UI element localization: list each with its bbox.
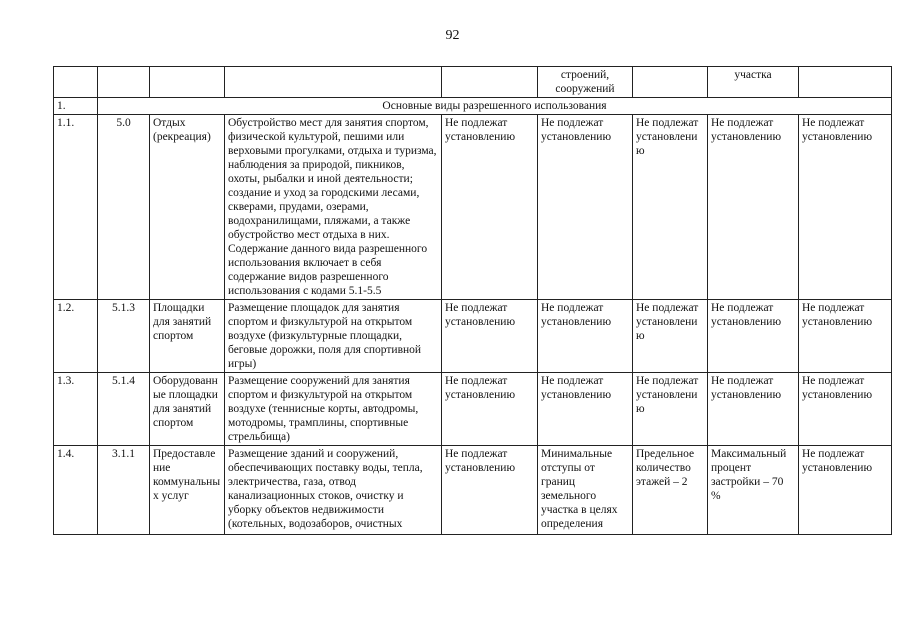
row-cell: Не подлежат установлению bbox=[538, 373, 633, 446]
section-number: 1. bbox=[54, 98, 98, 115]
row-cell: Не подлежат установлению bbox=[538, 115, 633, 300]
row-cell: Не подлежат установлению bbox=[442, 446, 538, 535]
row-description: Размещение площадок для занятия спортом и физкультурой на открытом воздухе (физкультурные площадки, беговые дорожки, поля для спортивной игры) bbox=[225, 300, 442, 373]
row-code: 3.1.1 bbox=[98, 446, 150, 535]
header-cell bbox=[633, 67, 708, 98]
row-cell: Не подлежат установлению bbox=[799, 373, 892, 446]
header-cell: строений, сооружений bbox=[538, 67, 633, 98]
row-number: 1.2. bbox=[54, 300, 98, 373]
row-cell: Не подлежат установлению bbox=[799, 300, 892, 373]
row-cell: Максимальный процент застройки – 70 % bbox=[708, 446, 799, 535]
row-code: 5.0 bbox=[98, 115, 150, 300]
row-code: 5.1.3 bbox=[98, 300, 150, 373]
table-row bbox=[54, 373, 892, 446]
page-number: 92 bbox=[445, 28, 460, 43]
table-row bbox=[54, 115, 892, 300]
row-cell bbox=[538, 446, 633, 535]
section-title: Основные виды разрешенного использования bbox=[98, 98, 892, 115]
row-cell: Не подлежат установлению bbox=[799, 446, 892, 535]
header-cell bbox=[150, 67, 225, 98]
row-cell: Не подлежат установлению bbox=[633, 373, 708, 446]
row-description: Обустройство мест для занятия спортом, физической культурой, пешими или верховыми прогулками, отдыха и туризма, наблюдения за природой, пикников, охоты, рыбалки и иной деятельности; создание и уход за городскими лесами, скверами, прудами, озерами, водохранилищами, пляжами, а также обустройство мест отдыха в них. Содержание данного вида разрешенного использования включает в себя содержание видов разрешенного использования с кодами 5.1-5.5 bbox=[225, 115, 442, 300]
table-row bbox=[54, 300, 892, 373]
row-cell: Не подлежат установлению bbox=[708, 115, 799, 300]
row-cell: Не подлежат установлению bbox=[799, 115, 892, 300]
row-cell: Не подлежат установлению bbox=[442, 373, 538, 446]
row-number: 1.1. bbox=[54, 115, 98, 300]
header-row bbox=[54, 67, 892, 98]
header-cell: участка bbox=[708, 67, 799, 98]
row-name: Предоставление коммунальных услуг bbox=[150, 446, 225, 535]
row-cell: Не подлежат установлению bbox=[633, 300, 708, 373]
header-cell bbox=[442, 67, 538, 98]
row-cell: Не подлежат установлению bbox=[708, 373, 799, 446]
row-cell: Не подлежат установлению bbox=[442, 300, 538, 373]
row-description-text: Размещение зданий и сооружений, обеспечивающих поставку воды, тепла, электричества, газа, отвод канализационных стоков, очистку и уборку объектов недвижимости (котельных, водозаборов, очистных bbox=[228, 448, 423, 530]
row-name: Площадки для занятий спортом bbox=[150, 300, 225, 373]
row-description: Размещение сооружений для занятия спортом и физкультурой на открытом воздухе (теннисные корты, автодромы, мотодромы, трамплины, спортивные стрельбища) bbox=[225, 373, 442, 446]
row-cell: Не подлежат установлению bbox=[708, 300, 799, 373]
row-cell-text: Минимальные отступы от границ земельного участка в целях определения bbox=[541, 448, 618, 530]
regulations-table bbox=[53, 66, 892, 535]
row-name: Оборудованные площадки для занятий спортом bbox=[150, 373, 225, 446]
row-cell: Не подлежат установлению bbox=[442, 115, 538, 300]
row-description bbox=[225, 446, 442, 535]
row-name: Отдых (рекреация) bbox=[150, 115, 225, 300]
header-cell bbox=[98, 67, 150, 98]
table-row bbox=[54, 446, 892, 535]
section-row bbox=[54, 98, 892, 115]
row-number: 1.4. bbox=[54, 446, 98, 535]
row-cell: Не подлежат установлению bbox=[538, 300, 633, 373]
header-cell bbox=[225, 67, 442, 98]
row-number: 1.3. bbox=[54, 373, 98, 446]
header-cell bbox=[799, 67, 892, 98]
header-cell bbox=[54, 67, 98, 98]
row-code: 5.1.4 bbox=[98, 373, 150, 446]
row-cell: Не подлежат установлению bbox=[633, 115, 708, 300]
row-cell: Предельное количество этажей – 2 bbox=[633, 446, 708, 535]
